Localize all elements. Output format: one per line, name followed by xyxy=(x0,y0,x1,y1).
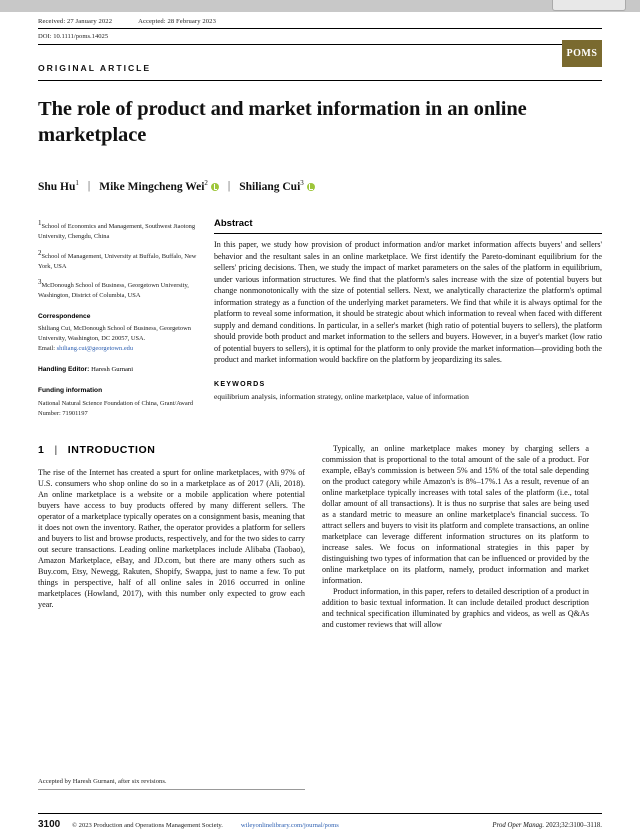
body-column-left xyxy=(38,444,305,630)
paragraph: Typically, an online marketplace makes money by charging sellers a commission that is proportional to the total amount of the sale of a product. For example, eBay's commission is between 5% and 15% of the total sale depending on the product category while Amazon's is 8%–17%.1 As a result, revenue of an online marketplace typically increases with total sales of the platform (i.e., total dollar amount of all transactions). It is thus no surprise that sales are being used as a standard metric to measure an online marketplace's financial success. To attract sellers and buyers to visit its platform and complete transactions, an online marketplace can leverage different information structures on its platform to increase sales. We focus on informational strategies in this paper by distinguishing two types of information that can be influenced or provided by the online marketplace on its platform, namely, product information and market information. xyxy=(322,444,589,585)
affiliation-2: 2School of Management, University at Buffalo, Buffalo, New York, USA xyxy=(38,248,197,270)
paragraph: The rise of the Internet has created a spurt for online marketplaces, with 97% of U.S. consumers who shop online do so in a marketplace as of 2017 (Ali, 2018). An online marketplace is a website or a mobile application where potential buyers have access to buy products offered by many different sellers. The operator of a marketplace typically operates on a consignment basis, meaning that it does not own the inventory. Rather, the operator provides a platform for sellers and buyers to list and browse products, respectively, and for the two sides to carry out secure transactions. Leading online marketplaces include Alibaba (Taobao), Amazon Marketplace, eBay, and JD.com, but there are many others such as Buy.com, Etsy, Newegg, Rakuten, Shopify, Swappa, just to name a few. To put things in perspective, half of all online sales in 2016 occurred in online marketplaces (Howland, 2017), with this number only expected to grow each year. xyxy=(38,468,305,609)
journal-link[interactable]: wileyonlinelibrary.com/journal/poms xyxy=(240,822,339,829)
page-title: The role of product and market information in an online marketplace xyxy=(38,98,527,146)
funding-heading: Funding information xyxy=(38,387,103,395)
body-column-right xyxy=(322,444,589,630)
orcid-icon[interactable] xyxy=(211,183,219,191)
abstract-column xyxy=(214,218,602,418)
orcid-icon[interactable] xyxy=(307,183,315,191)
footnote: Accepted by Haresh Gurnani, after six revisions. xyxy=(38,778,305,790)
author-2-affiliation-marker: 2 xyxy=(204,178,208,187)
author-1: Shu Hu$^1$ xyxy=(38,178,79,193)
abstract-heading: Abstract xyxy=(214,218,253,230)
paragraph: Product information, in this paper, refers to detailed description of a product in addition to basic textual information. It can include detailed product description and technical specification illuminated by graphics and videos, as well as Q&As and customer reviews that will allow xyxy=(322,586,589,629)
accepted-date: Accepted: 28 February 2023 xyxy=(138,18,216,25)
funding-body: National Natural Science Foundation of China, Grant/Award Number: 71901197 xyxy=(38,400,194,417)
copyright-line: © 2023 Production and Operations Management Society. wileyonlinelibrary.com/journal/poms xyxy=(72,822,339,829)
section-separator: | xyxy=(54,444,58,457)
abstract-columns xyxy=(38,218,602,418)
abstract-body: In this paper, we study how provision of product information and/or market information affects buyers' and sellers' behavior and the resultant sales in an online marketplace. We first identify the Pareto-dominant equilibrium for the sellers' pricing decisions. Then, we study the impact of market parameters on the sales of the platform in equilibrium, under various information structures. We find that the platform's sales increase with the size of potential buyers but change nonmonotonically with the size of potential sellers. Next, we analytically characterize the platform's optimal information strategy as a function of the underlying market parameters. We find that while it is always optimal for the platform to reveal some information, it should be strategic about which information to reveal when faced with different supply and demand conditions. In particular, in a seller's market (high ratio of potential buyers to sellers), the platform should provide both product and market information to the sellers and buyers. However, in a buyer's market (low ratio of potential buyers to sellers), it is optimal for the platform to only provide the market information—providing both the product and market information would backfire on the platform by jeopardizing its sales. xyxy=(214,233,602,365)
author-list xyxy=(38,179,602,193)
section-title: INTRODUCTION xyxy=(67,444,156,457)
section-heading xyxy=(38,444,305,456)
citation-line: Prod Oper Manag. 2023;32:3100–3118. xyxy=(492,822,602,829)
viewer-toolbar xyxy=(0,0,640,12)
affiliation-3: 3McDonough School of Business, Georgetown University, Washington, District of Columbia, USA xyxy=(38,278,189,299)
author-3-affiliation-marker: 3 xyxy=(300,178,304,187)
page-footer xyxy=(38,813,602,830)
author-separator: | xyxy=(87,180,91,193)
page-number: 3100 xyxy=(38,819,61,830)
received-date: Received: 27 January 2022 xyxy=(38,18,113,25)
author-3: Shiliang Cui$^3$ xyxy=(239,179,315,193)
author-2: Mike Mingcheng Wei$^2$ xyxy=(99,179,219,193)
keywords-body: equilibrium analysis, information strategy, online marketplace, value of information xyxy=(214,391,469,401)
correspondence-email-link[interactable]: shiliang.cui@georgetown.edu xyxy=(56,344,134,352)
article-category: ORIGINAL ARTICLE xyxy=(38,63,602,81)
viewer-toolbar-widget[interactable] xyxy=(552,0,626,11)
metadata-column xyxy=(38,218,198,418)
handling-editor-line: Handling Editor: Haresh Gurnani xyxy=(38,366,134,374)
correspondence-body: Shiliang Cui, McDonough School of Business, Georgetown University, Washington, DC 20057, USA. xyxy=(38,325,191,343)
poms-logo: POMS xyxy=(562,40,602,67)
affiliation-1: 1School of Economics and Management, Southwest Jiaotong University, Chengdu, China xyxy=(38,219,196,241)
author-1-affiliation-marker: 1 xyxy=(75,178,79,187)
keywords-heading: KEYWORDS xyxy=(214,379,266,388)
author-separator: | xyxy=(227,180,231,193)
doi-line: DOI: 10.1111/poms.14025 xyxy=(38,33,602,45)
correspondence-heading: Correspondence xyxy=(38,312,91,320)
section-number: 1 xyxy=(38,444,45,457)
introduction-section xyxy=(38,444,602,630)
correspondence-email-line: Email: shiliang.cui@georgetown.edu xyxy=(38,344,134,352)
paper-sheet xyxy=(0,12,640,840)
received-accepted-line xyxy=(38,18,602,29)
